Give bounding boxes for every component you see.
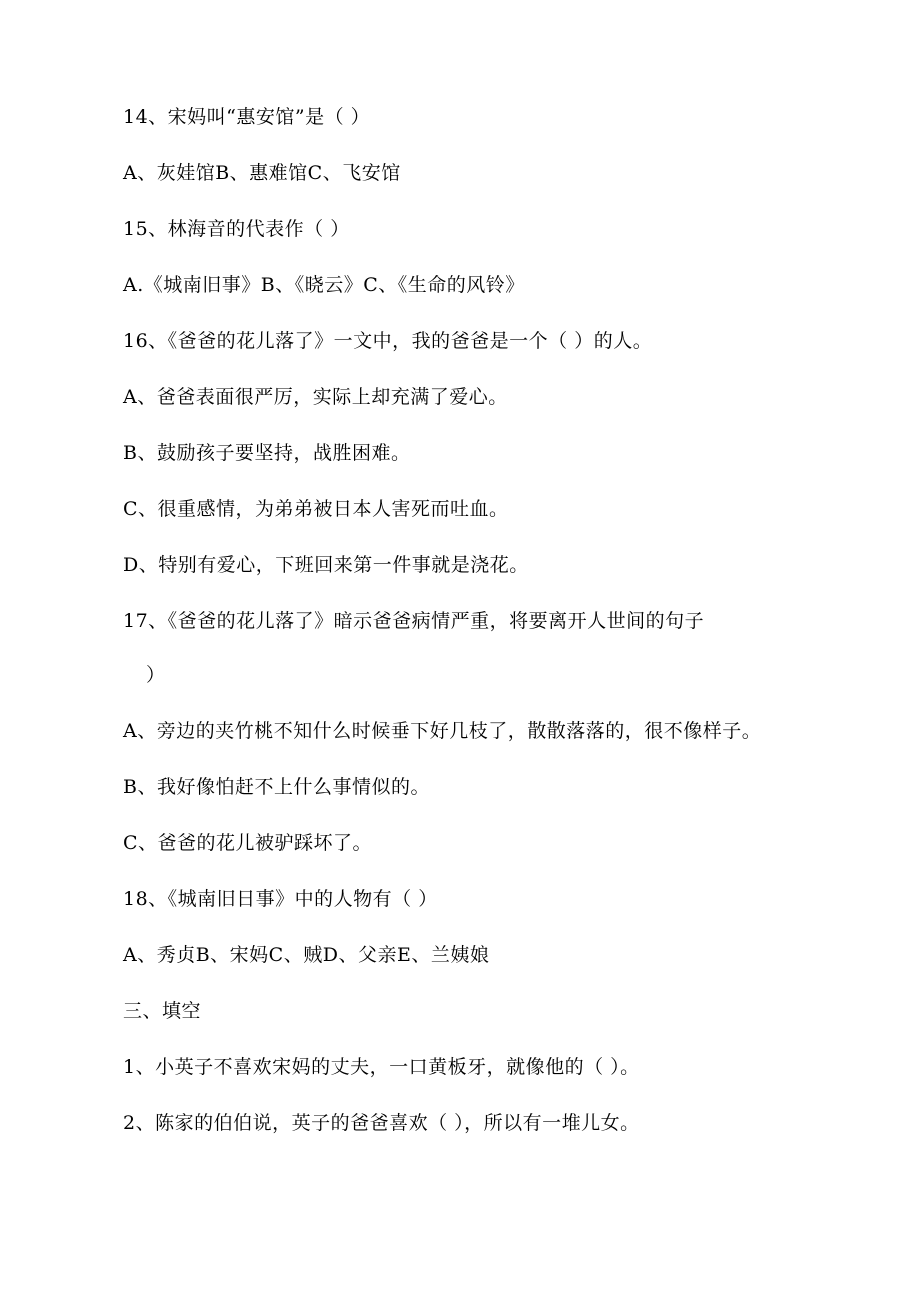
fill-in-1: 1、小英子不喜欢宋妈的丈夫，一口黄板牙，就像他的（ ）。: [123, 1056, 640, 1078]
question-15-options: A.《城南旧事》B、《晓云》C、《生命的风铃》: [123, 274, 525, 296]
question-16-option-d: D、特别有爱心，下班回来第一件事就是浇花。: [123, 554, 529, 576]
question-16-option-a: A、爸爸表面很严厉，实际上却充满了爱心。: [123, 386, 508, 408]
section-heading-fill-in: 三、填空: [123, 1000, 202, 1022]
question-18: 18、《城南旧日事》中的人物有（ ）: [123, 888, 438, 910]
question-16-option-b: B、鼓励孩子要坚持，战胜困难。: [123, 442, 411, 464]
question-18-options: A、秀贞B、宋妈C、贼D、父亲E、兰姨娘: [123, 944, 490, 966]
question-17: 17、《爸爸的花儿落了》暗示爸爸病情严重，将要离开人世间的句子: [123, 610, 705, 632]
fill-in-2: 2、陈家的伯伯说，英子的爸爸喜欢（ ），所以有一堆儿女。: [123, 1112, 640, 1134]
question-16-option-c: C、很重感情，为弟弟被日本人害死而吐血。: [123, 498, 509, 520]
question-17-option-a: A、旁边的夹竹桃不知什么时候垂下好几枝了，散散落落的，很不像样子。: [123, 720, 762, 742]
question-17-option-b: B、我好像怕赶不上什么事情似的。: [123, 776, 430, 798]
question-16: 16、《爸爸的花儿落了》一文中，我的爸爸是一个（ ）的人。: [123, 330, 653, 352]
question-17-option-c: C、爸爸的花儿被驴踩坏了。: [123, 832, 373, 854]
question-15: 15、林海音的代表作（ ）: [123, 218, 350, 240]
question-14-options: A、灰娃馆B、惠难馆C、飞安馆: [123, 162, 401, 184]
question-17-continuation: ）: [146, 664, 166, 686]
question-14: 14、宋妈叫“惠安馆”是（ ）: [123, 106, 371, 128]
